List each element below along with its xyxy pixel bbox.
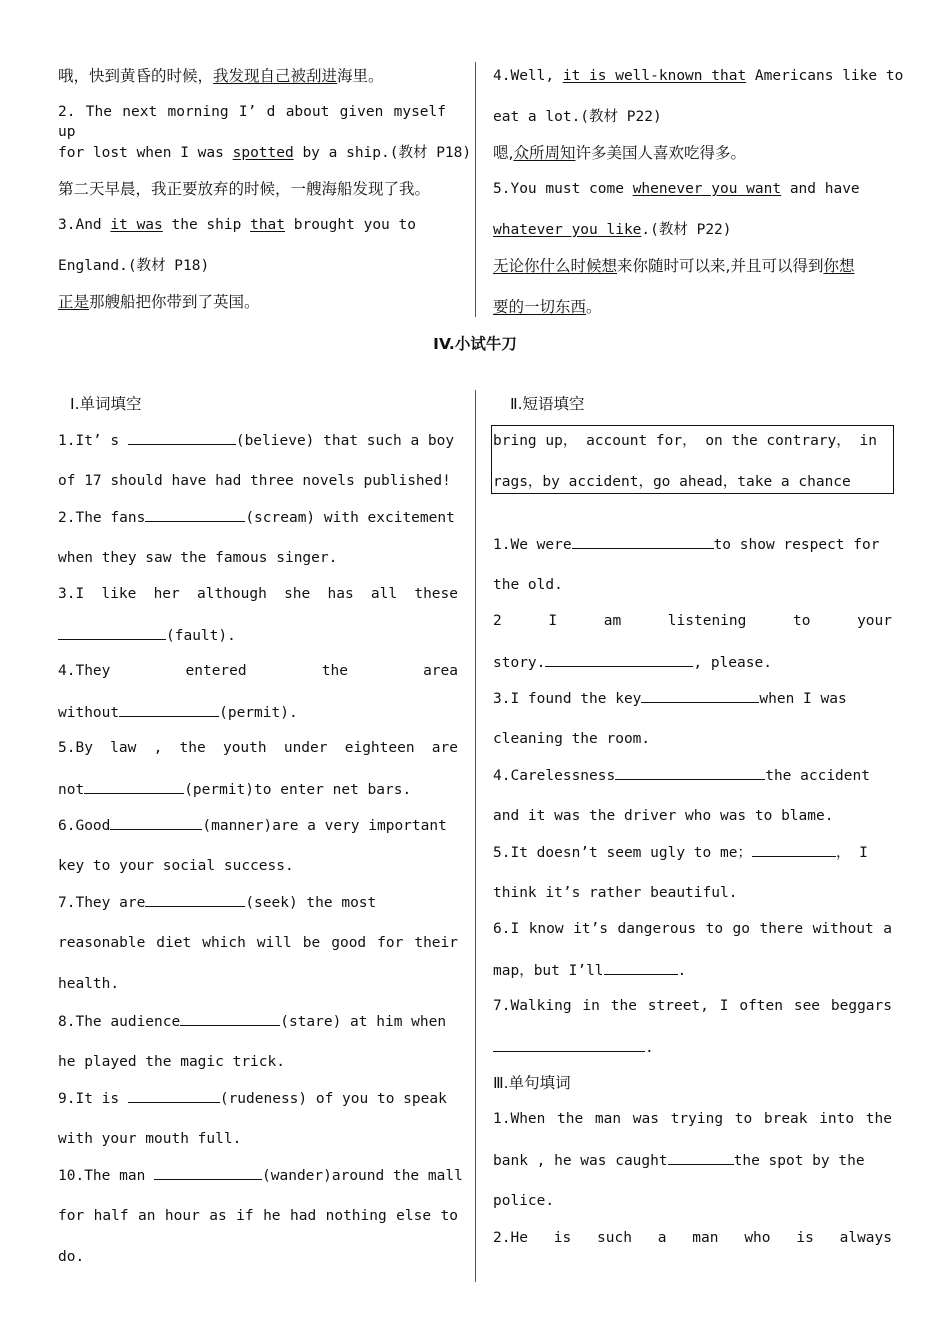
p2-q2-b: story. , please. (493, 652, 772, 673)
p3-q2-a: 2.He is such a man who is always (493, 1230, 892, 1246)
sentence3-en-b: England.(教材 P18) (58, 258, 210, 274)
p1-q4-a: 4.They entered the area (58, 663, 458, 679)
p1-q7-blank[interactable] (145, 892, 245, 907)
p1-q2-blank[interactable] (145, 507, 245, 522)
p1-q5-a: 5.By law , the youth under eighteen are (58, 740, 458, 756)
p1-q6-b: key to your social success. (58, 858, 294, 874)
p2-q7-a: 7.Walking in the street, I often see beggars (493, 998, 892, 1014)
p1-q10-blank[interactable] (154, 1165, 262, 1180)
p1-q2-b: when they saw the famous singer. (58, 550, 338, 566)
sentence4-en-b: eat a lot.(教材 P22) (493, 109, 662, 125)
p1-q5-b: not (permit)to enter net bars. (58, 779, 411, 800)
p2-q5-a: 5.It doesn’t seem ugly to me； ， I (493, 842, 868, 863)
p1-q1-blank[interactable] (128, 430, 236, 445)
p2-q6-a: 6.I know it’s dangerous to go there without a (493, 921, 892, 937)
p1-q7-a: 7.They are (seek) the most (58, 892, 376, 913)
sentence3-cn: 正是那艘船把你带到了英国。 (58, 293, 260, 311)
p1-q9-blank[interactable] (128, 1088, 220, 1103)
p1-q1-b: of 17 should have had three novels published! (58, 473, 451, 489)
sentence2-en-a: 2. The next morning I’ d about given myself up (58, 104, 446, 140)
sentence2-en-b: for lost when I was spotted by a ship.(教材 P18) (58, 145, 472, 161)
p1-q6-a: 6.Good (manner)are a very important (58, 815, 447, 836)
p3-q1-blank[interactable] (668, 1150, 734, 1165)
p2-q1-blank[interactable] (572, 534, 714, 549)
sentence3-en-a: 3.And it was the ship that brought you to (58, 217, 416, 233)
p1-q8-a: 8.The audience (stare) at him when (58, 1011, 446, 1032)
sentence1-cn: 哦，快到黄昏的时候，我发现自己被刮进海里。 (58, 67, 384, 85)
p1-q7-b: reasonable diet which will be good for their (58, 935, 458, 951)
sentence2-cn: 第二天早晨，我正要放弃的时候，一艘海船发现了我。 (58, 180, 431, 198)
p3-q1-b: bank , he was caught the spot by the (493, 1150, 892, 1171)
p2-q3-b: cleaning the room. (493, 731, 651, 747)
p2-q6-blank[interactable] (604, 960, 678, 975)
sentence4-en-a: 4.Well, it is well-known that Americans like to (493, 68, 904, 84)
p1-q9-b: with your mouth full. (58, 1131, 242, 1147)
part3-heading: Ⅲ.单句填词 (493, 1074, 571, 1092)
sentence4-cn: 嗯,众所周知许多美国人喜欢吃得多。 (493, 144, 746, 162)
phrase-bank-line2: rags，by accident，go ahead，take a chance (493, 474, 851, 490)
p2-q1-b: the old. (493, 577, 563, 593)
p2-q5-b: think it’s rather beautiful. (493, 885, 738, 901)
p1-q3-b: (fault). (58, 625, 236, 646)
part1-heading: Ⅰ.单词填空 (70, 395, 142, 413)
p2-q3-a: 3.I found the key when I was (493, 688, 847, 709)
section-title: IV.小试牛刀 (433, 335, 517, 353)
sentence5-cn-b: 要的一切东西。 (493, 298, 602, 316)
column-divider-top (475, 62, 476, 317)
sentence5-cn-a: 无论你什么时候想来你随时可以来,并且可以得到你想 (493, 257, 855, 275)
p2-q6-b: map，but I’ll . (493, 960, 686, 981)
p2-q2-blank[interactable] (545, 652, 693, 667)
p2-q1-a: 1.We were to show respect for (493, 534, 879, 555)
p2-q4-b: and it was the driver who was to blame. (493, 808, 834, 824)
p2-q4-blank[interactable] (615, 765, 765, 780)
p1-q8-b: he played the magic trick. (58, 1054, 285, 1070)
p1-q5-blank[interactable] (84, 779, 184, 794)
sentence5-en-b: whatever you like.(教材 P22) (493, 222, 732, 238)
p1-q4-b: without (permit). (58, 702, 298, 723)
p1-q10-b: for half an hour as if he had nothing else to (58, 1208, 458, 1224)
p1-q4-blank[interactable] (119, 702, 219, 717)
phrase-bank-line1: bring up， account for， on the contrary， in (493, 433, 877, 449)
p3-q1-a: 1.When the man was trying to break into the (493, 1111, 892, 1127)
p1-q9-a: 9.It is (rudeness) of you to speak (58, 1088, 447, 1109)
p1-q6-blank[interactable] (110, 815, 202, 830)
p2-q7-blank[interactable] (493, 1037, 645, 1052)
p2-q3-blank[interactable] (641, 688, 759, 703)
p1-q10-a: 10.The man (wander)around the mall (58, 1165, 463, 1186)
column-divider-bottom (475, 390, 476, 1282)
p1-q3-blank[interactable] (58, 625, 166, 640)
p2-q2-a: 2 I am listening to your (493, 613, 892, 629)
p1-q7-c: health. (58, 976, 120, 992)
sentence5-en-a: 5.You must come whenever you want and have (493, 181, 860, 197)
p2-q5-blank[interactable] (752, 842, 836, 857)
p1-q8-blank[interactable] (180, 1011, 280, 1026)
p2-q7-b: . (493, 1037, 654, 1058)
p1-q10-c: do. (58, 1249, 85, 1265)
p3-q1-c: police. (493, 1193, 555, 1209)
p1-q2-a: 2.The fans (scream) with excitement (58, 507, 455, 528)
p2-q4-a: 4.Carelessness the accident (493, 765, 870, 786)
part2-heading: Ⅱ.短语填空 (510, 395, 585, 413)
p1-q1-a: 1.It’ s (believe) that such a boy (58, 430, 454, 451)
p1-q3-a: 3.I like her although she has all these (58, 586, 458, 602)
